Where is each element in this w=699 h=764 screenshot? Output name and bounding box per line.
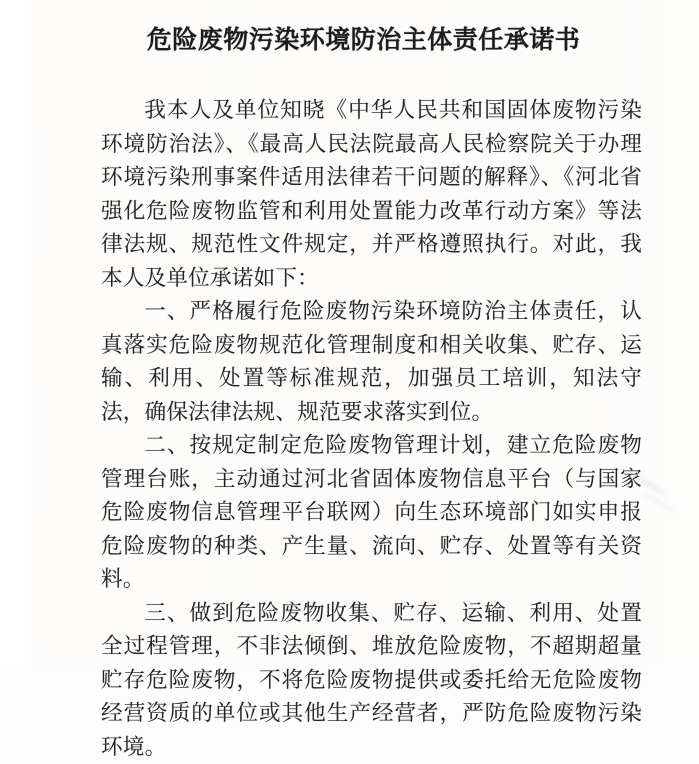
scan-smudge xyxy=(641,491,676,514)
document-body xyxy=(101,94,642,764)
paragraph-item-3: 三、做到危险废物收集、贮存、运输、利用、处置全过程管理，不非法倾倒、堆放危险废物，不超期超量贮存危险废物，不将危险废物提供或委托给无危险废物经营资质的单位或其他生产经营者，严防危险废物污染环境。 xyxy=(101,597,642,764)
paragraph-intro: 我本人及单位知晓《中华人民共和国固体废物污染环境防治法》、《最高人民法院最高人民检察院关于办理环境污染刑事案件适用法律若干问题的解释》、《河北省强化危险废物监管和利用处置能力改革行动方案》等法律法规、规范性文件规定，并严格遵照执行。对此，我本人及单位承诺如下： xyxy=(101,94,642,295)
paragraph-item-1: 一、严格履行危险废物污染环境防治主体责任，认真落实危险废物规范化管理制度和相关收集、贮存、运输、利用、处置等标准规范，加强员工培训，知法守法，确保法律法规、规范要求落实到位。 xyxy=(101,295,642,429)
scan-edge-band xyxy=(0,0,28,665)
document-title: 危险废物污染环境防治主体责任承诺书 xyxy=(14,0,699,56)
paragraph-item-2: 二、按规定制定危险废物管理计划，建立危险废物管理台账，主动通过河北省固体废物信息平台（与国家危险废物信息管理平台联网）向生态环境部门如实申报危险废物的种类、产生量、流向、贮存、处置等有关资料。 xyxy=(101,429,642,597)
